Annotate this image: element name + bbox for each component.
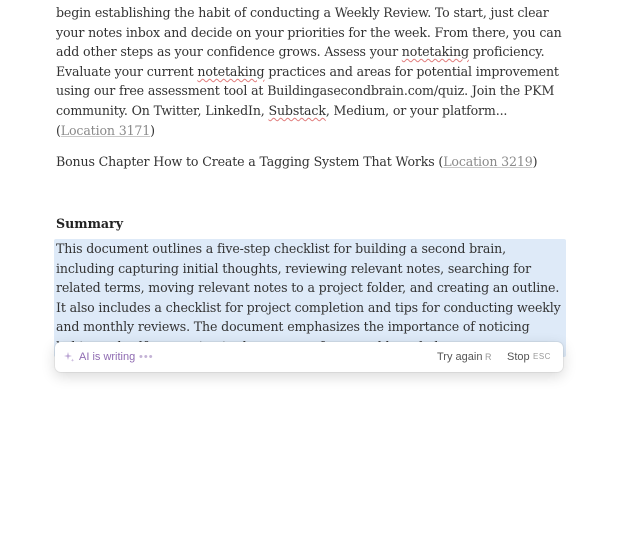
highlight-text: , Medium, or your platform... ( [56, 102, 508, 138]
spellcheck-word[interactable]: Substack [268, 102, 326, 118]
try-again-button[interactable]: Try again [437, 351, 483, 363]
try-again-shortcut: R [485, 352, 492, 362]
summary-selection[interactable] [54, 239, 566, 357]
summary-text[interactable]: This document outlines a five-step checklist for building a second brain, including capturing initial thoughts, reviewing relevant notes, searching for related terms, moving relevant notes to a project folder, and creating an outline. It also includes a checklist for project completion and tips for conducting weekly and monthly reviews. The document emphasizes the importance of noticing [56, 241, 561, 335]
location-link[interactable]: Location 3219 [443, 154, 533, 169]
highlight-text: ) [532, 154, 538, 169]
highlight-text: ) [150, 122, 155, 138]
stop-shortcut: ESC [533, 352, 551, 361]
stop-button[interactable]: Stop [507, 351, 530, 363]
highlight-text: Bonus Chapter How to Create a Tagging System That Works ( [56, 154, 444, 169]
highlight-paragraph [56, 152, 566, 172]
loading-dots: ••• [139, 351, 154, 363]
highlight-text: proficiency. Evaluate your current [56, 44, 545, 79]
spellcheck-word[interactable]: notetaking [197, 63, 265, 79]
highlight-paragraph [56, 3, 566, 140]
highlight-text: practices and areas for potential improvement using our free assessment tool at Buildingasecondbrain.com/quiz. Join the PKM community. On Twitter, LinkedIn, [56, 63, 559, 118]
sparkle-icon [63, 351, 75, 363]
ai-status-text: AI is writing [79, 351, 136, 363]
spellcheck-word[interactable]: notetaking [401, 44, 469, 60]
summary-heading: Summary [56, 216, 124, 231]
ai-writing-bar [55, 342, 563, 372]
location-link[interactable]: Location 3171 [60, 122, 151, 138]
highlight-text: begin establishing the habit of conducting a Weekly Review. To start, just clear your notes inbox and decide on your priorities for the week. From there, you can add other steps as your confidence grows. Assess your [56, 5, 562, 60]
